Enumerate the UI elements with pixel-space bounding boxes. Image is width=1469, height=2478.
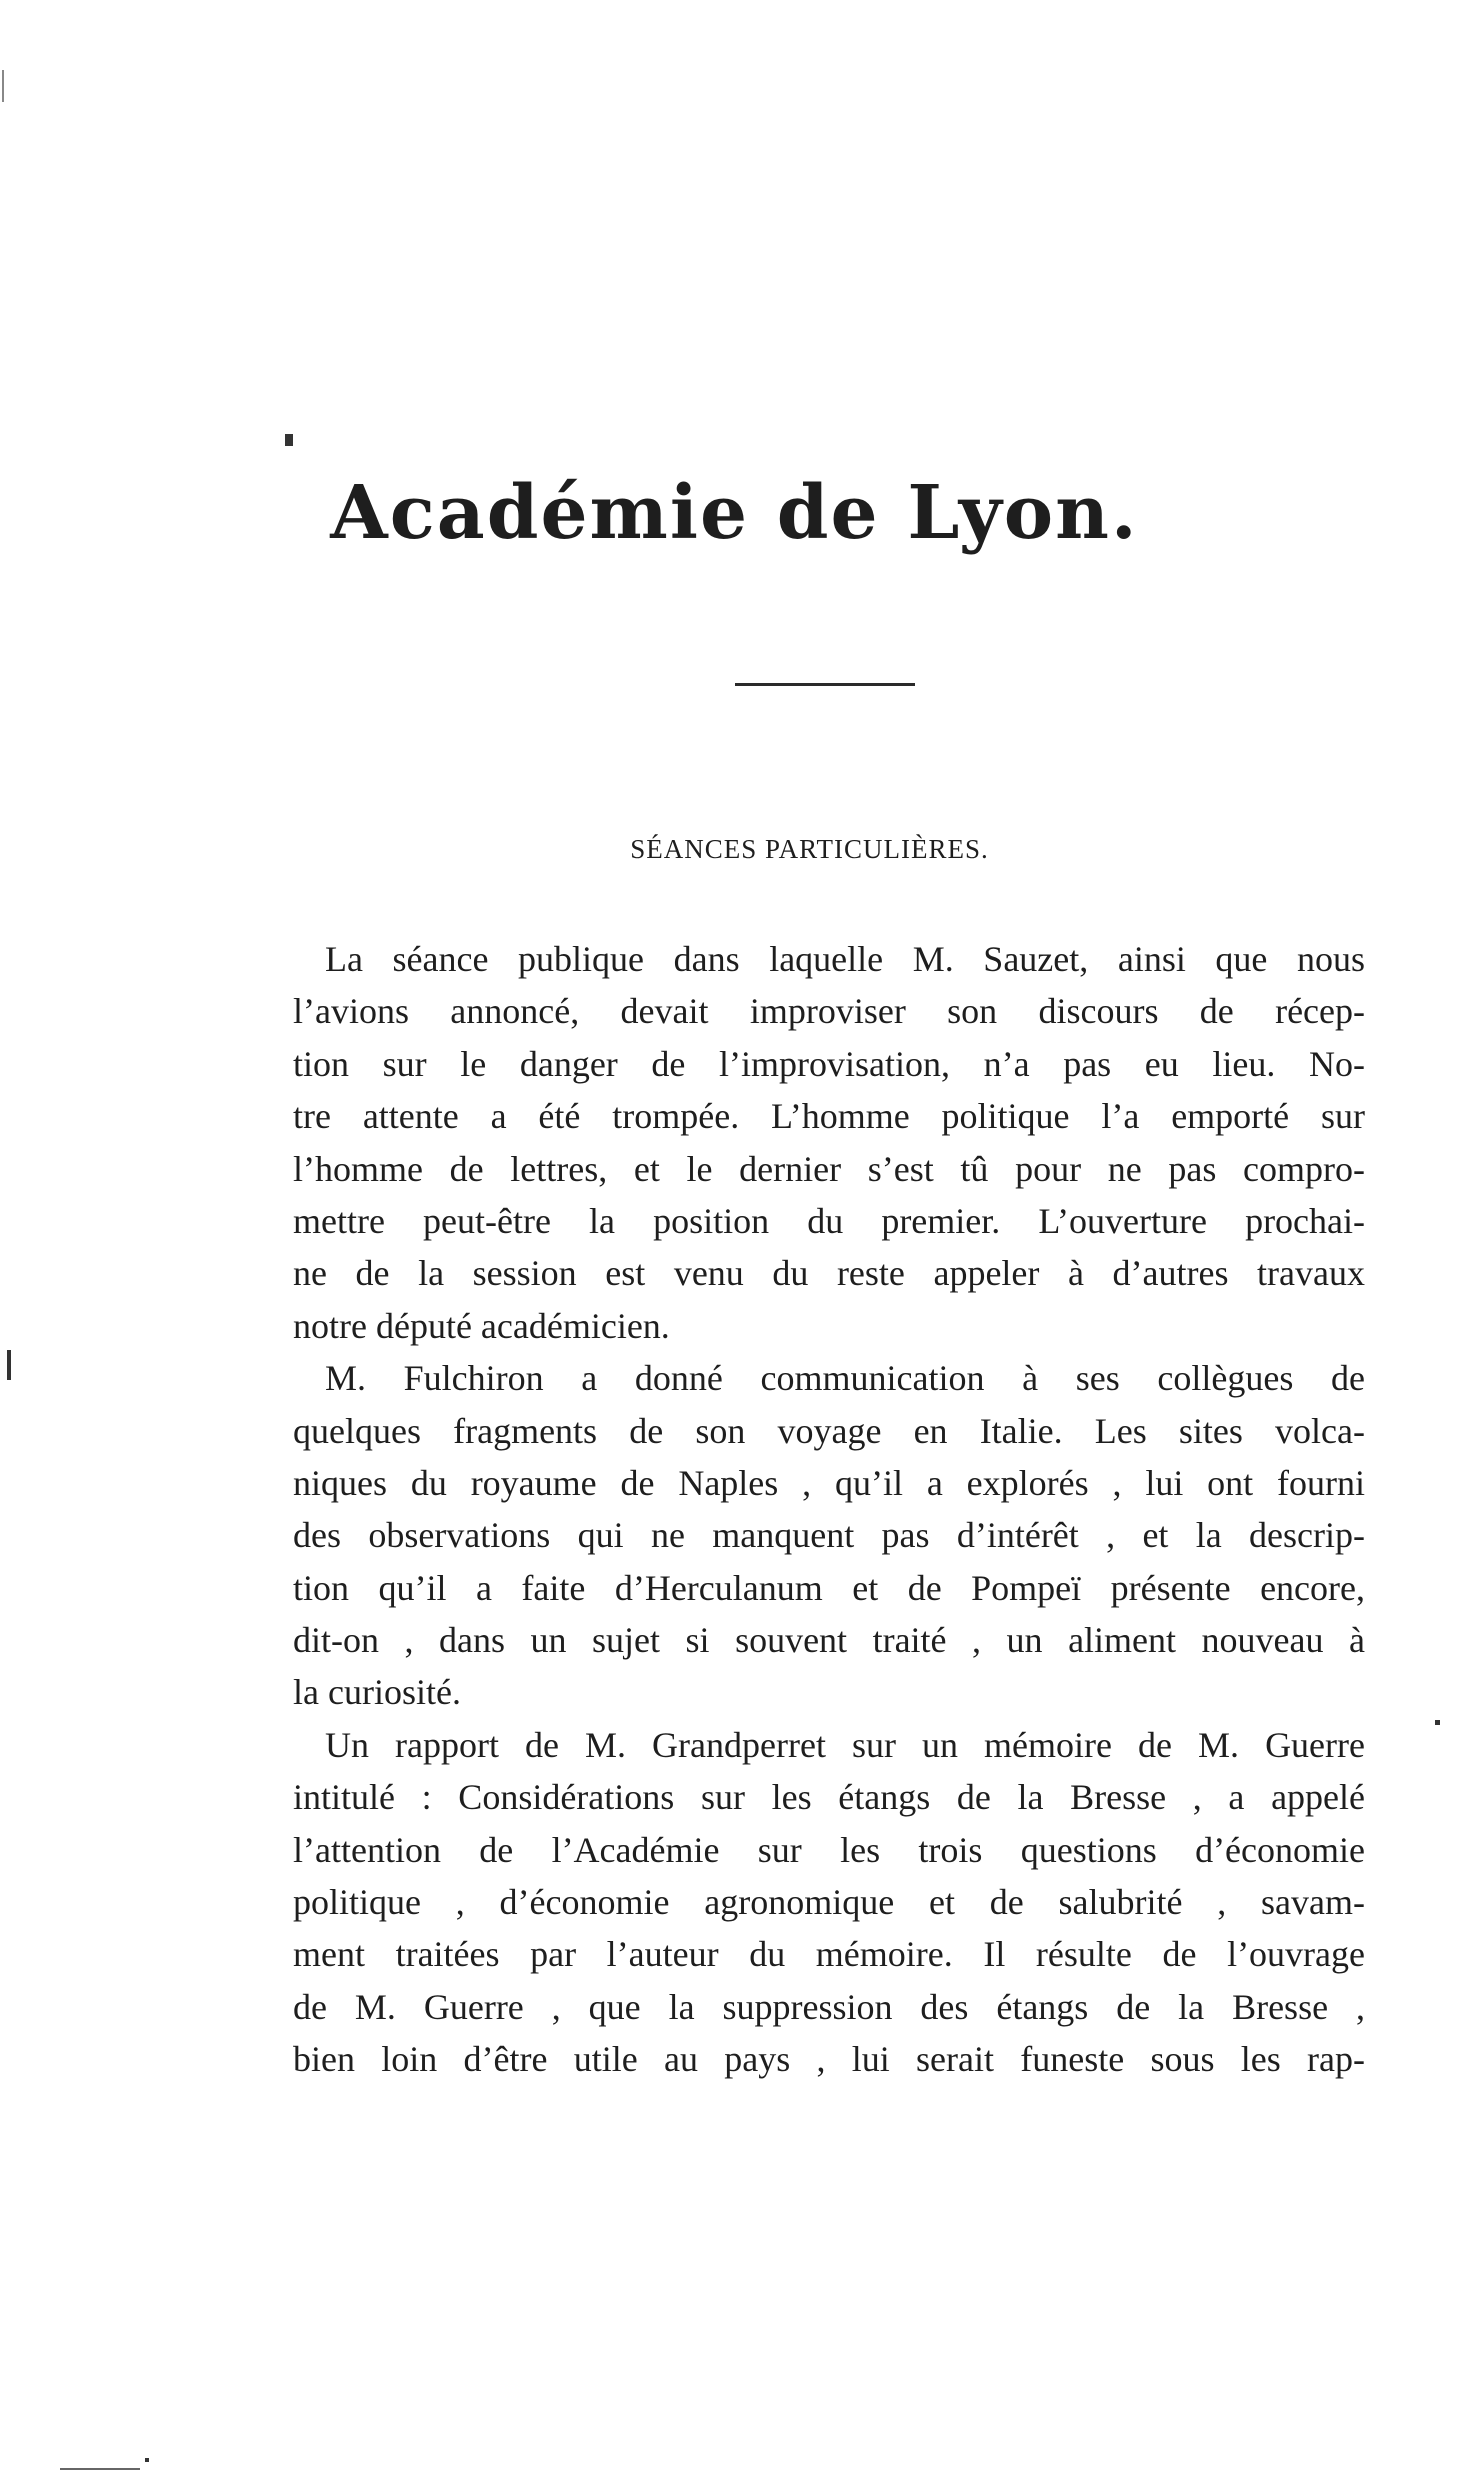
- text-line: M. Fulchiron a donné communication à ses collègues de: [325, 1358, 1365, 1399]
- text-line: l’avions annoncé, devait improviser son discours de récep-: [293, 991, 1365, 1032]
- page-title: Académie de Lyon.: [330, 470, 1139, 556]
- ink-speck: [145, 2458, 149, 2462]
- body-text: [293, 933, 1365, 2086]
- text-line: de M. Guerre , que la suppression des étangs de la Bresse ,: [293, 1986, 1365, 2027]
- ink-speck: [2, 70, 4, 102]
- ink-speck: [60, 2468, 140, 2470]
- ink-speck: [7, 1350, 11, 1380]
- text-line: ment traitées par l’auteur du mémoire. Il résulte de l’ouvrage: [293, 1934, 1365, 1975]
- text-line: tion qu’il a faite d’Herculanum et de Pompeï présente encore,: [293, 1567, 1365, 1608]
- text-line: l’attention de l’Académie sur les trois questions d’économie: [293, 1829, 1365, 1870]
- text-line: tion sur le danger de l’improvisation, n’a pas eu lieu. No-: [293, 1043, 1365, 1084]
- text-line: notre député académicien.: [293, 1305, 670, 1346]
- text-line: des observations qui ne manquent pas d’intérêt , et la descrip-: [293, 1515, 1365, 1556]
- text-line: politique , d’économie agronomique et de salubrité , savam-: [293, 1882, 1365, 1923]
- text-line: la curiosité.: [293, 1672, 461, 1713]
- text-line: quelques fragments de son voyage en Italie. Les sites volca-: [293, 1410, 1365, 1451]
- text-line: Un rapport de M. Grandperret sur un mémoire de M. Guerre: [325, 1724, 1365, 1765]
- text-line: ne de la session est venu du reste appeler à d’autres travaux: [293, 1253, 1365, 1294]
- section-heading: SÉANCES PARTICULIÈRES.: [630, 834, 989, 864]
- ink-speck: [285, 434, 293, 446]
- ink-speck: [1435, 1720, 1440, 1725]
- text-line: l’homme de lettres, et le dernier s’est tû pour ne pas compro-: [293, 1148, 1365, 1189]
- title-rule: [735, 683, 915, 686]
- text-line: mettre peut-être la position du premier. L’ouverture prochai-: [293, 1200, 1365, 1241]
- text-line: bien loin d’être utile au pays , lui serait funeste sous les rap-: [293, 2039, 1365, 2080]
- text-line: niques du royaume de Naples , qu’il a explorés , lui ont fourni: [293, 1462, 1365, 1503]
- text-line: La séance publique dans laquelle M. Sauzet, ainsi que nous: [325, 939, 1365, 979]
- text-line: dit-on , dans un sujet si souvent traité , un aliment nouveau à: [293, 1620, 1365, 1661]
- text-line: tre attente a été trompée. L’homme politique l’a emporté sur: [293, 1096, 1365, 1137]
- text-line: intitulé : Considérations sur les étangs de la Bresse , a appelé: [293, 1777, 1365, 1818]
